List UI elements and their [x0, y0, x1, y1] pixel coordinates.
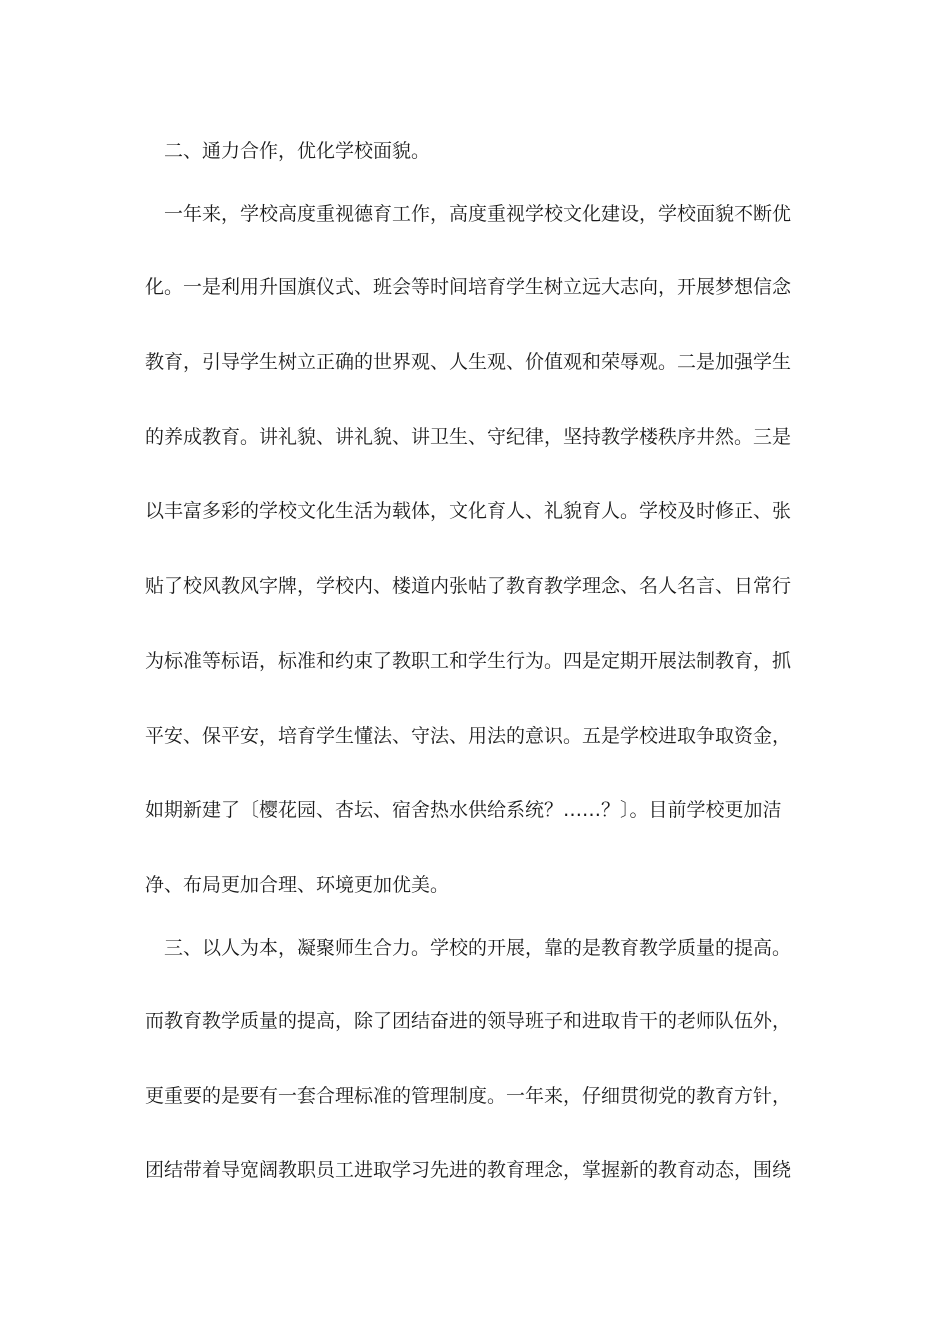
- section-heading-3: 三、以人为本，凝聚师生合力。学校的开展，靠的是教育教学质量的提高。: [164, 937, 792, 959]
- paragraph-line: 贴了校风教风字牌，学校内、楼道内张帖了教育教学理念、名人名言、日常行: [145, 575, 792, 597]
- section-heading-2: 二、通力合作，优化学校面貌。: [164, 140, 431, 162]
- paragraph-line: 团结带着导宽阔教职员工进取学习先进的教育理念，掌握新的教育动态，围绕: [145, 1159, 792, 1181]
- paragraph-line: 而教育教学质量的提高，除了团结奋进的领导班子和进取肯干的老师队伍外，: [145, 1010, 792, 1032]
- paragraph-line: 以丰富多彩的学校文化生活为载体，文化育人、礼貌育人。学校及时修正、张: [145, 500, 792, 522]
- paragraph-line: 教育，引导学生树立正确的世界观、人生观、价值观和荣辱观。二是加强学生: [145, 351, 792, 373]
- paragraph-line: 的养成教育。讲礼貌、讲礼貌、讲卫生、守纪律，坚持教学楼秩序井然。三是: [145, 426, 792, 448]
- paragraph-line: 更重要的是要有一套合理标准的管理制度。一年来，仔细贯彻党的教育方针，: [145, 1085, 792, 1107]
- paragraph-line: 为标准等标语，标准和约束了教职工和学生行为。四是定期开展法制教育，抓: [145, 650, 792, 672]
- paragraph-line: 净、布局更加合理、环境更加优美。: [145, 874, 450, 896]
- paragraph-line: 化。一是利用升国旗仪式、班会等时间培育学生树立远大志向，开展梦想信念: [145, 276, 792, 298]
- paragraph-line: 一年来，学校高度重视德育工作，高度重视学校文化建设，学校面貌不断优: [164, 203, 792, 225]
- paragraph-line: 平安、保平安，培育学生懂法、守法、用法的意识。五是学校进取争取资金，: [145, 725, 792, 747]
- paragraph-line: 如期新建了〔樱花园、杏坛、宿舍热水供给系统？……？〕。目前学校更加洁: [145, 799, 782, 821]
